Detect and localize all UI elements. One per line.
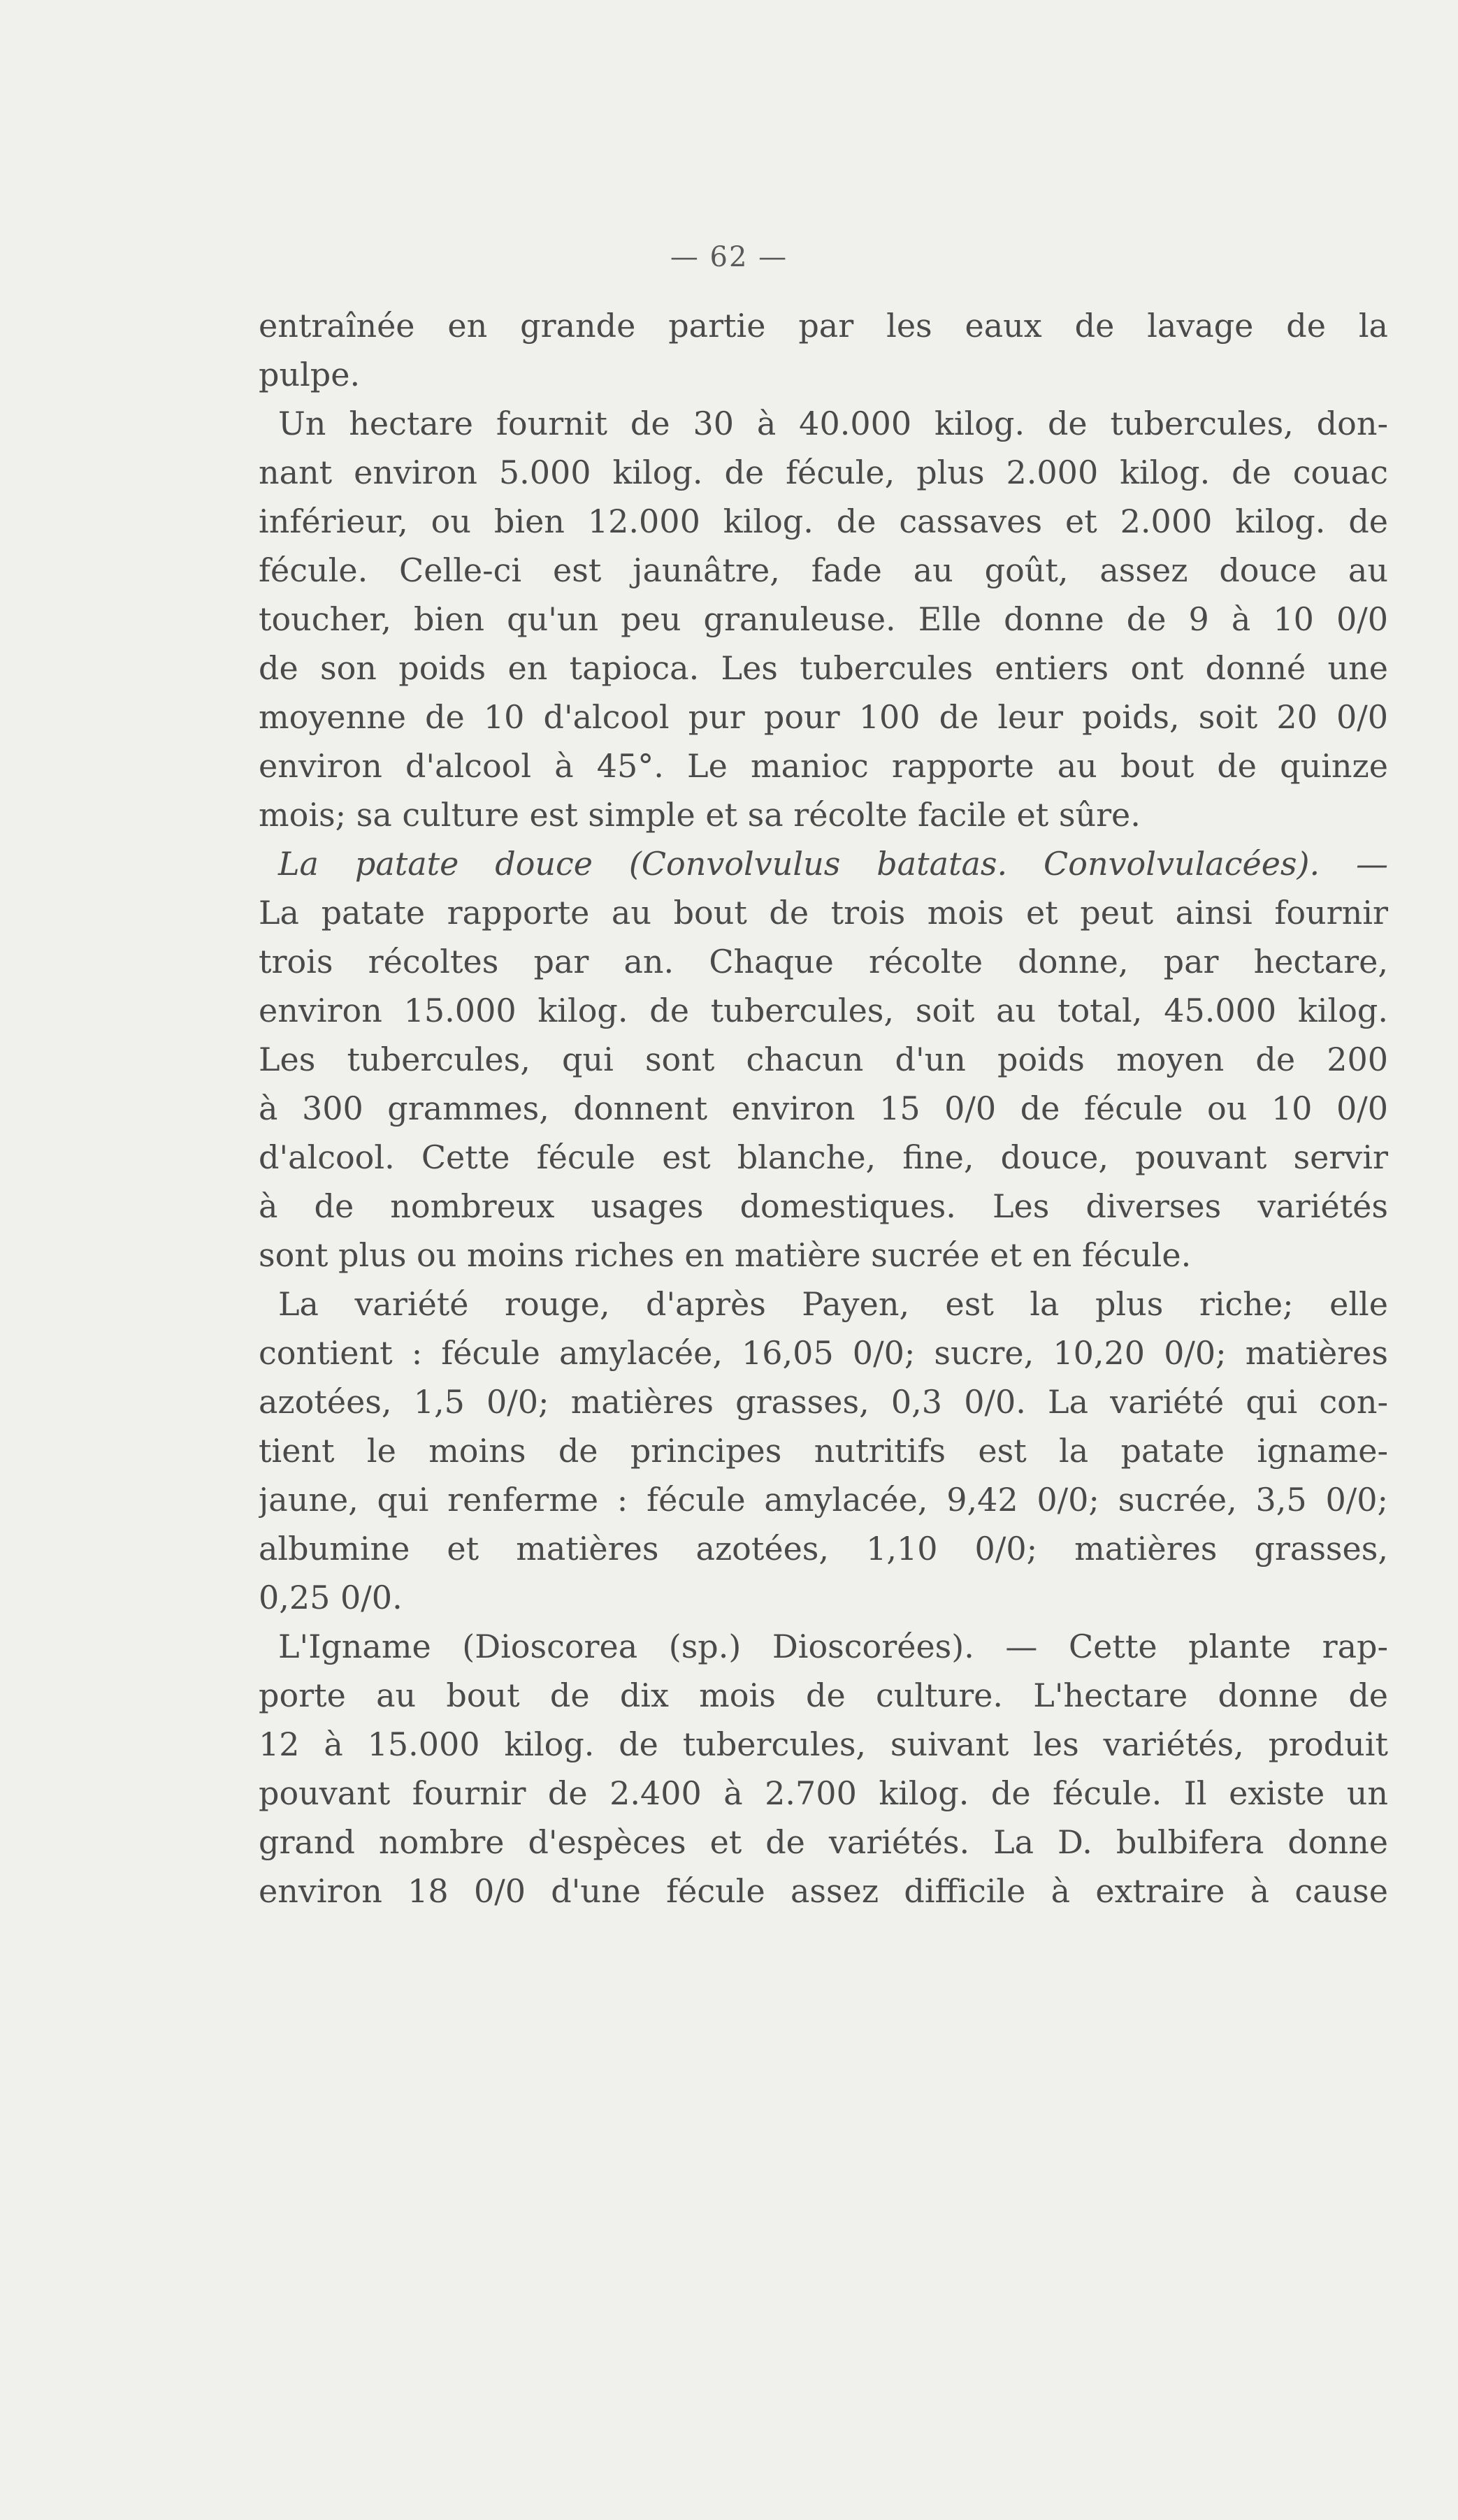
text-line: nant environ 5.000 kilog. de fécule, plus 2.000 kilog. de couac (259, 454, 1388, 491)
text-line: azotées, 1,5 0/0; matières grasses, 0,3 0/0. La variété qui con- (259, 1383, 1388, 1421)
text-line: 12 à 15.000 kilog. de tubercules, suivant les variétés, produit (259, 1725, 1388, 1763)
text-line: entraînée en grande partie par les eaux de lavage de la (259, 307, 1388, 345)
text-line: pulpe. (259, 356, 361, 393)
text-line: toucher, bien qu'un peu granuleuse. Elle donne de 9 à 10 0/0 (259, 600, 1388, 638)
text-line: mois; sa culture est simple et sa récolte facile et sûre. (259, 796, 1141, 834)
text-line: Un hectare fournit de 30 à 40.000 kilog. de tubercules, don- (278, 405, 1388, 442)
text-line: La variété rouge, d'après Payen, est la plus riche; elle (278, 1285, 1388, 1323)
text-line: de son poids en tapioca. Les tubercules entiers ont donné une (259, 649, 1388, 687)
text-line: albumine et matières azotées, 1,10 0/0; matières grasses, (259, 1530, 1388, 1567)
text-line: grand nombre d'espèces et de variétés. La D. bulbifera donne (259, 1823, 1388, 1861)
text-line: La patate rapporte au bout de trois mois et peut ainsi fournir (259, 894, 1388, 932)
text-line: tient le moins de principes nutritifs est la patate igname- (259, 1432, 1388, 1470)
text-line: jaune, qui renferme : fécule amylacée, 9,42 0/0; sucrée, 3,5 0/0; (259, 1481, 1388, 1519)
text-line: à de nombreux usages domestiques. Les diverses variétés (259, 1187, 1388, 1225)
text-line: environ 18 0/0 d'une fécule assez difficile à extraire à cause (259, 1872, 1388, 1910)
text-line: moyenne de 10 d'alcool pur pour 100 de leur poids, soit 20 0/0 (259, 698, 1388, 736)
text-line: contient : fécule amylacée, 16,05 0/0; sucre, 10,20 0/0; matières (259, 1334, 1388, 1372)
text-line: d'alcool. Cette fécule est blanche, fine, douce, pouvant servir (259, 1138, 1388, 1176)
text-line: à 300 grammes, donnent environ 15 0/0 de fécule ou 10 0/0 (259, 1089, 1388, 1127)
text-line: Les tubercules, qui sont chacun d'un poids moyen de 200 (259, 1041, 1388, 1078)
text-line: sont plus ou moins riches en matière sucrée et en fécule. (259, 1236, 1192, 1274)
text-line: L'Igname (Dioscorea (sp.) Dioscorées). — Cette plante rap- (278, 1628, 1388, 1665)
text-line: pouvant fournir de 2.400 à 2.700 kilog. de fécule. Il existe un (259, 1774, 1388, 1812)
text-line: fécule. Celle-ci est jaunâtre, fade au goût, assez douce au (259, 551, 1388, 589)
text-line: environ 15.000 kilog. de tubercules, soit au total, 45.000 kilog. (259, 992, 1388, 1029)
text-line: porte au bout de dix mois de culture. L'hectare donne de (259, 1677, 1388, 1714)
text-line: trois récoltes par an. Chaque récolte donne, par hectare, (259, 943, 1388, 980)
page-number: — 62 — (670, 241, 788, 273)
text-line: inférieur, ou bien 12.000 kilog. de cassaves et 2.000 kilog. de (259, 502, 1388, 540)
text-line: 0,25 0/0. (259, 1579, 403, 1616)
text-line: environ d'alcool à 45°. Le manioc rapporte au bout de quinze (259, 747, 1388, 785)
text-line: La patate douce (Convolvulus batatas. Convolvulacées). — (278, 845, 1388, 883)
